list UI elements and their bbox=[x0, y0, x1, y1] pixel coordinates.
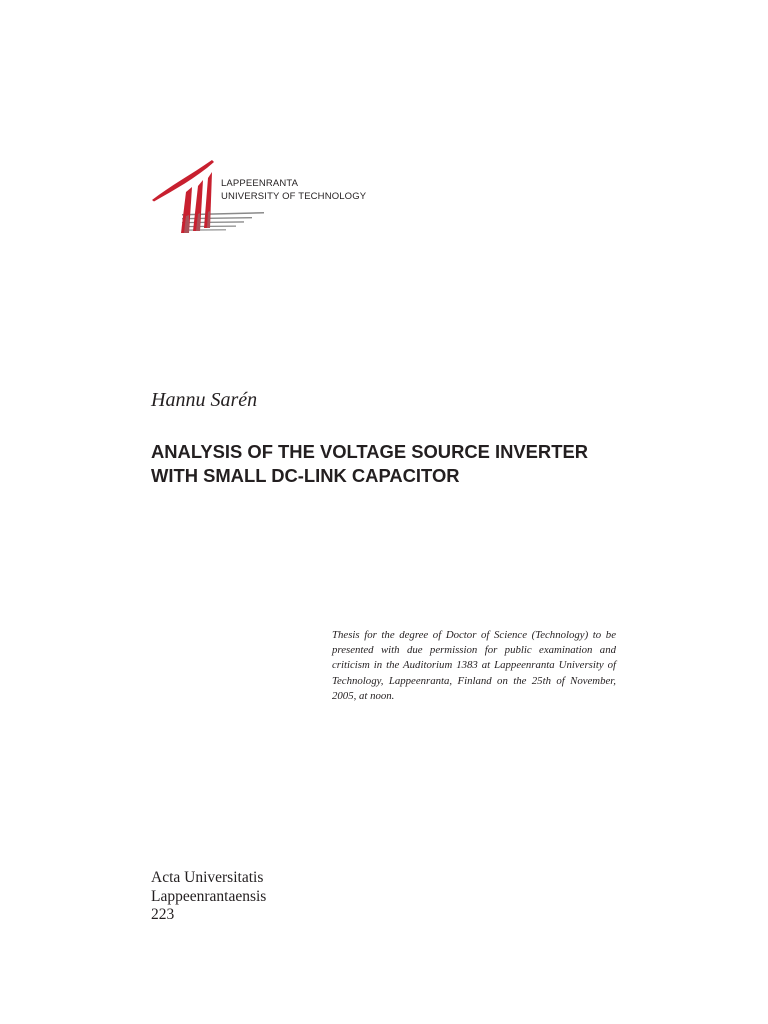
series-name-line-1: Acta Universitatis bbox=[151, 869, 264, 886]
thesis-statement: Thesis for the degree of Doctor of Science (Technology) to be presented with due permission for public examination and criticism in the Auditorium 1383 at Lappeenranta University of Technology, Lappeenranta, Finland on the 25th of November, 2005, at noon. bbox=[332, 629, 616, 702]
university-name-line-2: UNIVERSITY OF TECHNOLOGY bbox=[221, 190, 367, 202]
series-number: 223 bbox=[151, 906, 175, 923]
logo-swoosh bbox=[152, 160, 214, 202]
university-name bbox=[221, 178, 366, 203]
author-name: Hannu Sarén bbox=[151, 389, 258, 411]
thesis-title-line-2: WITH SMALL DC-LINK CAPACITOR bbox=[151, 465, 460, 486]
university-name-line-1: LAPPEENRANTA bbox=[221, 178, 299, 189]
series-name-line-2: Lappeenrantaensis bbox=[151, 887, 267, 905]
thesis-title-line-1: ANALYSIS OF THE VOLTAGE SOURCE INVERTER bbox=[151, 441, 588, 462]
thesis-title bbox=[151, 440, 588, 488]
publication-series bbox=[151, 869, 266, 925]
